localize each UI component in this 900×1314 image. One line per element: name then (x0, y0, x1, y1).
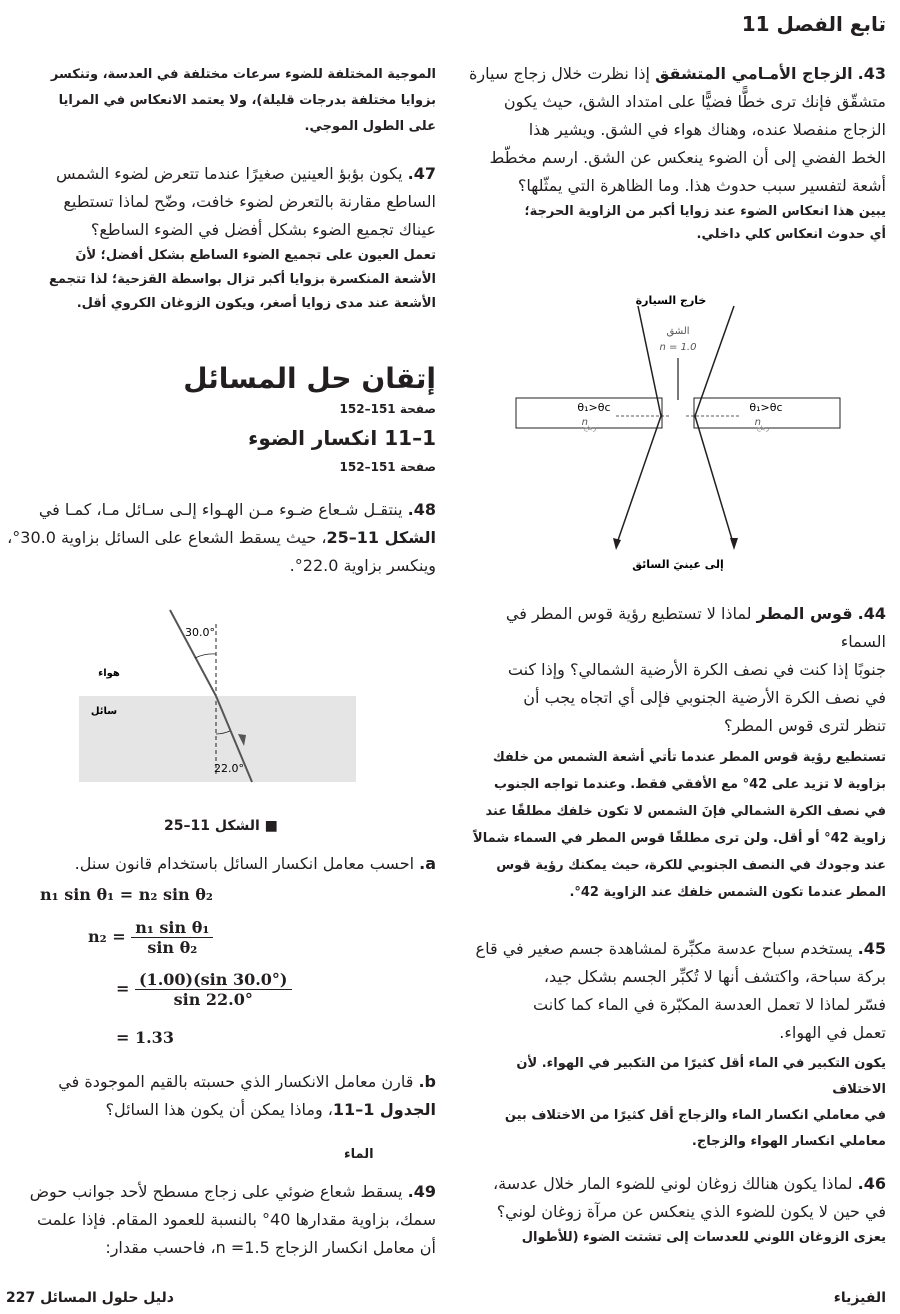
question-number: 45. (857, 939, 886, 958)
question-number: 49. (407, 1182, 436, 1201)
question-line: جنوبًا إذا كنت في نصف الكرة الأرضية الشمالي؟ وإذا كنت (507, 660, 886, 679)
question-number: 48. (407, 500, 436, 519)
question-number: 46. (857, 1174, 886, 1193)
section-page-ref: صفحة 151–152 (339, 402, 436, 416)
left-ray-reflected (616, 416, 661, 546)
answer-line: على الطول الموجي. (304, 119, 436, 134)
glass-sub-left: زجاج (583, 425, 596, 432)
question-number: 43. (857, 64, 886, 83)
question-line: سمك، بزاوية مقدارها 40° بالنسبة للعمود المقام. فإذا علمت (36, 1210, 436, 1229)
part-text: قارن معامل الانكسار الذي حسبته بالقيم الموجودة في (58, 1072, 414, 1091)
question-line: تعمل في الهواء. (779, 1023, 886, 1042)
answer-line: بزوايا مختلفة بدرجات قليلة)، ولا يعتمد الانعكاس في المرايا (58, 93, 436, 108)
left-ray (638, 306, 661, 416)
refracted-angle-label: 22.0° (214, 762, 244, 775)
question-line: أشعة لتفسير سبب حدوث هذا. وما الظاهرة التي يمثّلها؟ (517, 176, 886, 195)
question-line: إذا نظرت خلال زجاج سيارة (469, 64, 650, 83)
glass-sub-right: زجاج (756, 425, 769, 432)
answer-line: يكون التكبير في الماء أقل كثيرًا من التكبير في الهواء. لأن الاختلاف (516, 1056, 886, 1097)
question-number: 44. (857, 604, 886, 623)
angle-left-label: θ₁>θc (577, 401, 611, 414)
question-line: وينكسر بزاوية 22.0°. (289, 556, 436, 575)
continued-answer (4, 62, 436, 140)
question-lead: الزجاج الأمـامي المتشقق (655, 64, 853, 83)
question-45 (466, 935, 886, 1155)
question-line: فسّر لماذا لا تعمل العدسة المكبّرة في الماء كما كانت (533, 995, 886, 1014)
snell-law-equation: n₁ sin θ₁ = n₂ sin θ₂ (40, 885, 213, 904)
n2-lhs: n₂ = (88, 927, 126, 946)
right-ray-reflected (695, 416, 734, 546)
answer-line: يعزى الزوغان اللوني للعدسات إلى تشتت الضوء (للأطوال (521, 1230, 886, 1245)
answer-line: في معاملي انكسار الماء والزجاج أقل كثيرًا من الاختلاف بين (504, 1108, 886, 1123)
answer-line: تستطيع رؤية قوس المطر عندما تأتي أشعة الشمس من خلفك (492, 750, 886, 765)
question-line: الساطع مقارنة بالتعرض لضوء خافت، وضّح لماذا تستطيع (63, 192, 436, 211)
subsection-title: 1–11 انكسار الضوء (248, 426, 436, 450)
n2-fraction (131, 918, 213, 957)
answer-line: بزاوية لا تزيد على 42° مع الأفقي فقط. وعندما تواجه الجنوب (493, 777, 886, 792)
answer-line: الموجية المختلفة للضوء سرعات مختلفة في العدسة، وتنكسر (50, 67, 436, 82)
substitution-fraction (135, 970, 292, 1009)
question-line: تنظر لترى قوس المطر؟ (723, 716, 886, 735)
section-title: إتقان حل المسائل (183, 362, 436, 395)
question-line: لماذا لا تستطيع رؤية قوس المطر في السماء (505, 604, 886, 651)
question-49 (4, 1178, 436, 1262)
windshield-figure (466, 288, 886, 578)
incident-angle-label: 30.0° (185, 626, 215, 639)
incident-angle-arc (195, 654, 216, 658)
answer-line: أي حدوث انعكاس كلي داخلي. (696, 227, 886, 242)
answer-line: تعمل العيون على تجميع الضوء الساطع بشكل أفضل؛ لأنَ (75, 248, 436, 263)
n2-substitution: = $\frac{(1.00)(\sin 30.0^\circ)}{\sin 22.0^\circ}$ (116, 970, 292, 1009)
question-line: الزجاج منفصلا عنده، وهناك هواء في الشق. ويشير هذا (528, 120, 886, 139)
footer-page: دليل حلول المسائل 227 (6, 1290, 174, 1306)
incident-ray (170, 610, 216, 696)
answer-water: الماء (344, 1147, 374, 1162)
question-44 (466, 600, 886, 906)
n2-denominator: sin θ₂ (147, 938, 198, 957)
n2-result: = 1.33 (116, 1028, 174, 1047)
question-line: عيناك تجميع الضوء بشكل أفضل في الضوء الساطع؟ (90, 220, 436, 239)
substitution-numerator: (1.00)(sin 30.0°) (135, 970, 292, 990)
subsection-page-ref: صفحة 151–152 (339, 460, 436, 474)
answer-line: في نصف الكرة الشمالي فإنَ الشمس لا تكون خلفك مطلقًا عند (485, 804, 886, 819)
question-line: ، حيث يسقط الشعاع على السائل بزاوية 30.0°، (7, 528, 327, 547)
question-line: بركة سباحة، واكتشف أنها لا تُكبِّر الجسم بشكل جيد، (543, 967, 886, 986)
question-line: لماذا يكون هنالك زوغان لوني للضوء المار خلال عدسة، (492, 1174, 853, 1193)
answer-line: الأشعة المنكسرة بزوايا أكبر تزال بواسطة القزحية؛ لذا تتجمع (49, 272, 436, 287)
chapter-header: تابع الفصل 11 (741, 12, 886, 36)
question-48b (4, 1068, 436, 1124)
right-arrow-head (730, 538, 738, 550)
question-line: ينتقـل شـعاع ضـوء مـن الهـواء إلـى سـائل مـا، كمـا في (38, 500, 403, 519)
question-line: في حين لا يكون للضوء الذي ينعكس عن مرآة زوغان لوني؟ (496, 1202, 886, 1221)
crack-label: الشق (666, 326, 690, 337)
figure-caption: ■ الشكل 11–25 (164, 818, 278, 834)
outside-car-label: خارج السيارة (635, 294, 707, 307)
table-reference: الجدول 1–11 (332, 1100, 436, 1119)
question-line: يستخدم سباح عدسة مكبِّرة لمشاهدة جسم صغير في قاع (475, 939, 853, 958)
question-48 (4, 496, 436, 580)
glass-index-right: n (754, 417, 761, 428)
footer-subject: الفيزياء (833, 1290, 886, 1306)
refraction-figure (54, 606, 374, 796)
question-line: متشقّق فإنك ترى خطًّا فضيًّا على امتداد الشق، حيث يكون (503, 92, 886, 111)
question-line: يكون بؤبؤ العينين صغيرًا عندما تتعرض لضوء الشمس (55, 164, 403, 183)
answer-line: عند وجودك في النصف الجنوبي للكرة، حيث يمكنك رؤية قوس (496, 858, 886, 873)
answer-line: الأشعة عند مدى زوايا أصغر، ويكون الزوغان الكروي أقل. (76, 296, 436, 311)
question-line: الخط الفضي إلى أن الضوء ينعكس عن الشق. ارسم مخطّط (489, 148, 886, 167)
n2-numerator: n₁ sin θ₁ (131, 918, 213, 938)
glass-index-left: n (581, 417, 588, 428)
question-lead: قوس المطر (756, 604, 853, 623)
answer-line: زاوية 42° أو أقل. ولن ترى مطلقًا قوس المطر في السماء شمالاً (473, 831, 886, 846)
air-label: هواء (98, 668, 120, 679)
n2-equation (88, 918, 213, 957)
figure-reference: الشكل 11–25 (326, 528, 436, 547)
question-48a (4, 850, 436, 878)
question-number: 47. (407, 164, 436, 183)
air-index-label: n = 1.0 (659, 342, 697, 353)
liquid-label: سائل (90, 706, 118, 717)
answer-line: يبين هذا انعكاس الضوء عند زوايا أكبر من الزاوية الحرجة؛ (524, 204, 886, 219)
substitution-denominator: sin 22.0° (173, 990, 253, 1009)
driver-eyes-label: إلى عينيَ السائق (632, 558, 724, 571)
part-letter: a. (419, 854, 436, 873)
question-47 (4, 160, 436, 316)
angle-right-label: θ₁>θc (749, 401, 783, 414)
question-line: أن معامل انكسار الزجاج n =1.5، فاحسب مقدار: (105, 1238, 436, 1257)
part-text: ، وماذا يمكن أن يكون هذا السائل؟ (105, 1100, 333, 1119)
question-43 (466, 60, 886, 246)
part-letter: b. (418, 1072, 436, 1091)
answer-line: المطر عندما تكون الشمس خلفك عند الزاوية 42°. (569, 885, 886, 900)
question-line: يسقط شعاع ضوئي على زجاج مسطح لأحد جوانب حوض (29, 1182, 403, 1201)
right-ray (695, 306, 734, 416)
part-text: احسب معامل انكسار السائل باستخدام قانون سنل. (74, 854, 415, 873)
answer-line: معاملي انكسار الهواء والزجاج. (691, 1134, 886, 1149)
left-arrow-head (613, 538, 621, 550)
question-46 (466, 1170, 886, 1249)
question-line: في نصف الكرة الأرضية الجنوبي فإلى أي اتجاه يجب أن (523, 688, 886, 707)
